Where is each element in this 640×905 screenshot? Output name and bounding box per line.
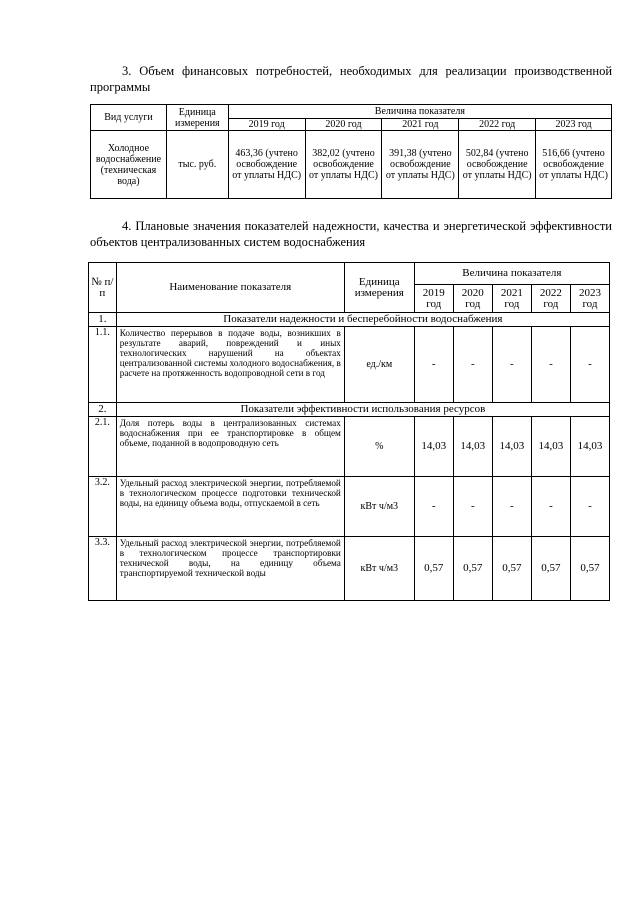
indicator-value: 0,57 [453,537,492,601]
year-header: 2019 год [414,285,453,313]
year-header: 2023 год [570,285,609,313]
year-header: 2022 год [459,119,536,131]
financial-needs-table [90,104,612,199]
row-num: 3.3. [89,537,117,601]
indicator-value: 14,03 [453,417,492,477]
year-header: 2023 год [536,119,612,131]
row-num: 2.1. [89,417,117,477]
indicator-value: 14,03 [414,417,453,477]
indicator-value: - [570,327,609,403]
indicators-table [88,262,610,601]
indicator-value: 0,57 [414,537,453,601]
section-4-title: Плановые значения показателей надежности, качества и энергетической эффективности объектов централизованных систем водоснабжения [90,219,612,249]
section-4-number: 4. [122,219,132,233]
indicator-value: 14,03 [492,417,531,477]
indicator-name: Количество перерывов в подаче воды, возникших в результате аварий, повреждений и иных технологических нарушений на объектах централизованной системы холодного водоснабжения, в расчете на протяженность водопроводной сети в год [116,327,344,403]
row-num: 3.2. [89,477,117,537]
section-3-title: Объем финансовых потребностей, необходимых для реализации производственной программы [90,64,613,94]
indicator-value: - [453,477,492,537]
indicator-value: - [492,477,531,537]
year-header: 2021 год [492,285,531,313]
col-header-value: Величина показателя [414,263,609,285]
section-3-number: 3. [122,64,132,78]
value-cell: 516,66 (учтено освобождение от уплаты НДС) [536,131,612,199]
indicator-unit: кВт ч/м3 [344,537,414,601]
section-4-heading [90,218,612,250]
col-header-value: Величина показателя [228,105,611,119]
indicator-value: 0,57 [570,537,609,601]
indicator-value: - [453,327,492,403]
col-header-unit: Единица измерения [344,263,414,313]
col-header-num: № п/п [89,263,117,313]
indicator-unit: % [344,417,414,477]
indicator-value: 0,57 [531,537,570,601]
indicator-name: Удельный расход электрической энергии, потребляемой в технологическом процессе подготовки технической воды, на единицу объема воды, отпускаемой в сеть [116,477,344,537]
value-cell: 391,38 (учтено освобождение от уплаты НДС) [382,131,459,199]
col-header-name: Наименование показателя [116,263,344,313]
indicator-value: 14,03 [531,417,570,477]
service-cell: Холодное водоснабжение (техническая вода) [91,131,167,199]
indicator-unit: кВт ч/м3 [344,477,414,537]
indicator-unit: ед./км [344,327,414,403]
year-header: 2022 год [531,285,570,313]
year-header: 2020 год [453,285,492,313]
section-title: Показатели эффективности использования ресурсов [116,403,609,417]
section-num: 2. [89,403,117,417]
section-3-heading [90,63,612,95]
indicator-value: - [492,327,531,403]
indicator-value: - [414,327,453,403]
indicator-value: - [570,477,609,537]
col-header-unit: Единица измерения [166,105,228,131]
year-header: 2021 год [382,119,459,131]
year-header: 2020 год [305,119,382,131]
section-title: Показатели надежности и бесперебойности водоснабжения [116,313,609,327]
section-num: 1. [89,313,117,327]
col-header-service: Вид услуги [91,105,167,131]
value-cell: 463,36 (учтено освобождение от уплаты НДС) [228,131,305,199]
indicator-value: - [531,477,570,537]
indicator-value: - [531,327,570,403]
unit-cell: тыс. руб. [166,131,228,199]
indicator-name: Доля потерь воды в централизованных системах водоснабжения при ее транспортировке в общем объеме, поданной в водопроводную сеть [116,417,344,477]
value-cell: 382,02 (учтено освобождение от уплаты НДС) [305,131,382,199]
value-cell: 502,84 (учтено освобождение от уплаты НДС) [459,131,536,199]
indicator-value: 14,03 [570,417,609,477]
indicator-value: - [414,477,453,537]
indicator-value: 0,57 [492,537,531,601]
year-header: 2019 год [228,119,305,131]
indicator-name: Удельный расход электрической энергии, потребляемой в технологическом процессе транспортировки технической воды, на единицу объема транспортируемой технической воды [116,537,344,601]
row-num: 1.1. [89,327,117,403]
